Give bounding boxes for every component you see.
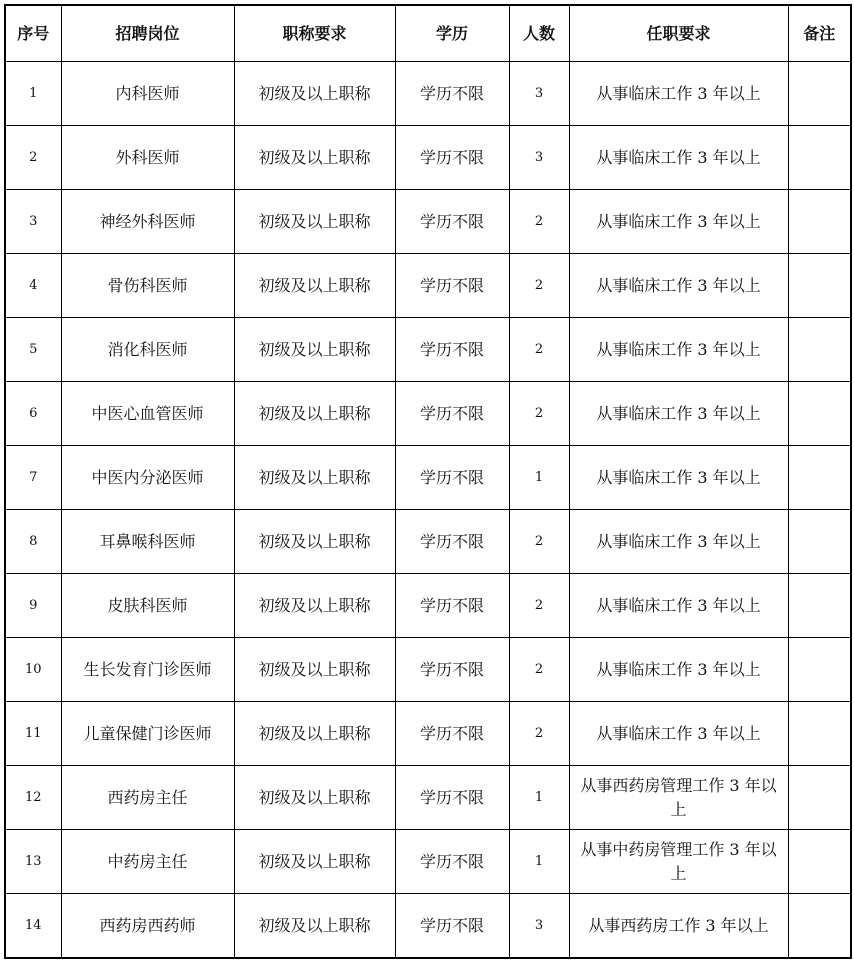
row-no: 9 xyxy=(5,574,61,638)
row-note xyxy=(788,510,851,574)
row-job-requirement: 从事临床工作 3 年以上 xyxy=(569,382,788,446)
row-job-requirement: 从事临床工作 3 年以上 xyxy=(569,126,788,190)
row-title-requirement: 初级及以上职称 xyxy=(234,574,395,638)
row-title-requirement: 初级及以上职称 xyxy=(234,318,395,382)
row-job-requirement: 从事临床工作 3 年以上 xyxy=(569,254,788,318)
table-row xyxy=(5,382,851,446)
row-no: 11 xyxy=(5,702,61,766)
table-row xyxy=(5,318,851,382)
header-no: 序号 xyxy=(5,5,61,62)
row-note xyxy=(788,254,851,318)
header-note: 备注 xyxy=(788,5,851,62)
table-row xyxy=(5,702,851,766)
row-count: 3 xyxy=(509,126,569,190)
row-post: 消化科医师 xyxy=(61,318,234,382)
row-job-requirement: 从事临床工作 3 年以上 xyxy=(569,446,788,510)
header-job-requirement: 任职要求 xyxy=(569,5,788,62)
row-post: 外科医师 xyxy=(61,126,234,190)
row-no: 10 xyxy=(5,638,61,702)
row-education: 学历不限 xyxy=(395,446,509,510)
row-title-requirement: 初级及以上职称 xyxy=(234,702,395,766)
table-row xyxy=(5,62,851,126)
table-row xyxy=(5,894,851,959)
table-row xyxy=(5,766,851,830)
row-job-requirement: 从事临床工作 3 年以上 xyxy=(569,190,788,254)
row-post: 内科医师 xyxy=(61,62,234,126)
row-note xyxy=(788,766,851,830)
row-job-requirement: 从事西药房管理工作 3 年以上 xyxy=(569,766,788,830)
recruitment-table xyxy=(4,4,852,959)
row-post: 中医内分泌医师 xyxy=(61,446,234,510)
row-post: 中药房主任 xyxy=(61,830,234,894)
row-job-requirement: 从事中药房管理工作 3 年以上 xyxy=(569,830,788,894)
row-education: 学历不限 xyxy=(395,894,509,959)
row-job-requirement: 从事临床工作 3 年以上 xyxy=(569,638,788,702)
row-no: 1 xyxy=(5,62,61,126)
row-no: 14 xyxy=(5,894,61,959)
row-count: 2 xyxy=(509,190,569,254)
row-no: 12 xyxy=(5,766,61,830)
row-no: 5 xyxy=(5,318,61,382)
row-education: 学历不限 xyxy=(395,126,509,190)
row-education: 学历不限 xyxy=(395,766,509,830)
row-education: 学历不限 xyxy=(395,62,509,126)
row-post: 儿童保健门诊医师 xyxy=(61,702,234,766)
row-title-requirement: 初级及以上职称 xyxy=(234,382,395,446)
row-note xyxy=(788,446,851,510)
row-no: 7 xyxy=(5,446,61,510)
row-post: 皮肤科医师 xyxy=(61,574,234,638)
row-title-requirement: 初级及以上职称 xyxy=(234,254,395,318)
row-education: 学历不限 xyxy=(395,382,509,446)
row-title-requirement: 初级及以上职称 xyxy=(234,190,395,254)
row-title-requirement: 初级及以上职称 xyxy=(234,638,395,702)
row-no: 4 xyxy=(5,254,61,318)
row-job-requirement: 从事临床工作 3 年以上 xyxy=(569,510,788,574)
row-no: 3 xyxy=(5,190,61,254)
table-row xyxy=(5,830,851,894)
header-title-requirement: 职称要求 xyxy=(234,5,395,62)
row-post: 骨伤科医师 xyxy=(61,254,234,318)
row-count: 3 xyxy=(509,894,569,959)
row-education: 学历不限 xyxy=(395,702,509,766)
table-row xyxy=(5,510,851,574)
row-count: 2 xyxy=(509,318,569,382)
row-title-requirement: 初级及以上职称 xyxy=(234,830,395,894)
row-note xyxy=(788,382,851,446)
header-row xyxy=(5,5,851,62)
row-no: 13 xyxy=(5,830,61,894)
table-row xyxy=(5,190,851,254)
row-note xyxy=(788,126,851,190)
row-count: 1 xyxy=(509,766,569,830)
row-note xyxy=(788,190,851,254)
row-job-requirement: 从事临床工作 3 年以上 xyxy=(569,62,788,126)
row-note xyxy=(788,318,851,382)
row-job-requirement: 从事临床工作 3 年以上 xyxy=(569,318,788,382)
row-count: 1 xyxy=(509,446,569,510)
row-count: 2 xyxy=(509,702,569,766)
row-education: 学历不限 xyxy=(395,254,509,318)
row-post: 生长发育门诊医师 xyxy=(61,638,234,702)
row-education: 学历不限 xyxy=(395,510,509,574)
row-job-requirement: 从事临床工作 3 年以上 xyxy=(569,702,788,766)
row-title-requirement: 初级及以上职称 xyxy=(234,510,395,574)
header-count: 人数 xyxy=(509,5,569,62)
row-education: 学历不限 xyxy=(395,574,509,638)
table-row xyxy=(5,254,851,318)
table-row xyxy=(5,126,851,190)
row-count: 2 xyxy=(509,574,569,638)
table-row xyxy=(5,446,851,510)
row-title-requirement: 初级及以上职称 xyxy=(234,126,395,190)
row-post: 西药房主任 xyxy=(61,766,234,830)
row-count: 2 xyxy=(509,510,569,574)
row-note xyxy=(788,830,851,894)
row-title-requirement: 初级及以上职称 xyxy=(234,446,395,510)
row-note xyxy=(788,894,851,959)
row-title-requirement: 初级及以上职称 xyxy=(234,894,395,959)
row-count: 3 xyxy=(509,62,569,126)
row-post: 中医心血管医师 xyxy=(61,382,234,446)
row-post: 西药房西药师 xyxy=(61,894,234,959)
row-count: 2 xyxy=(509,254,569,318)
row-no: 8 xyxy=(5,510,61,574)
row-education: 学历不限 xyxy=(395,638,509,702)
row-post: 神经外科医师 xyxy=(61,190,234,254)
row-job-requirement: 从事西药房工作 3 年以上 xyxy=(569,894,788,959)
row-no: 2 xyxy=(5,126,61,190)
row-note xyxy=(788,702,851,766)
row-note xyxy=(788,638,851,702)
row-title-requirement: 初级及以上职称 xyxy=(234,62,395,126)
table-row xyxy=(5,574,851,638)
header-education: 学历 xyxy=(395,5,509,62)
row-education: 学历不限 xyxy=(395,318,509,382)
row-count: 2 xyxy=(509,382,569,446)
header-post: 招聘岗位 xyxy=(61,5,234,62)
row-count: 1 xyxy=(509,830,569,894)
row-note xyxy=(788,574,851,638)
row-count: 2 xyxy=(509,638,569,702)
table-row xyxy=(5,638,851,702)
row-title-requirement: 初级及以上职称 xyxy=(234,766,395,830)
row-education: 学历不限 xyxy=(395,830,509,894)
row-note xyxy=(788,62,851,126)
row-post: 耳鼻喉科医师 xyxy=(61,510,234,574)
row-job-requirement: 从事临床工作 3 年以上 xyxy=(569,574,788,638)
row-no: 6 xyxy=(5,382,61,446)
row-education: 学历不限 xyxy=(395,190,509,254)
